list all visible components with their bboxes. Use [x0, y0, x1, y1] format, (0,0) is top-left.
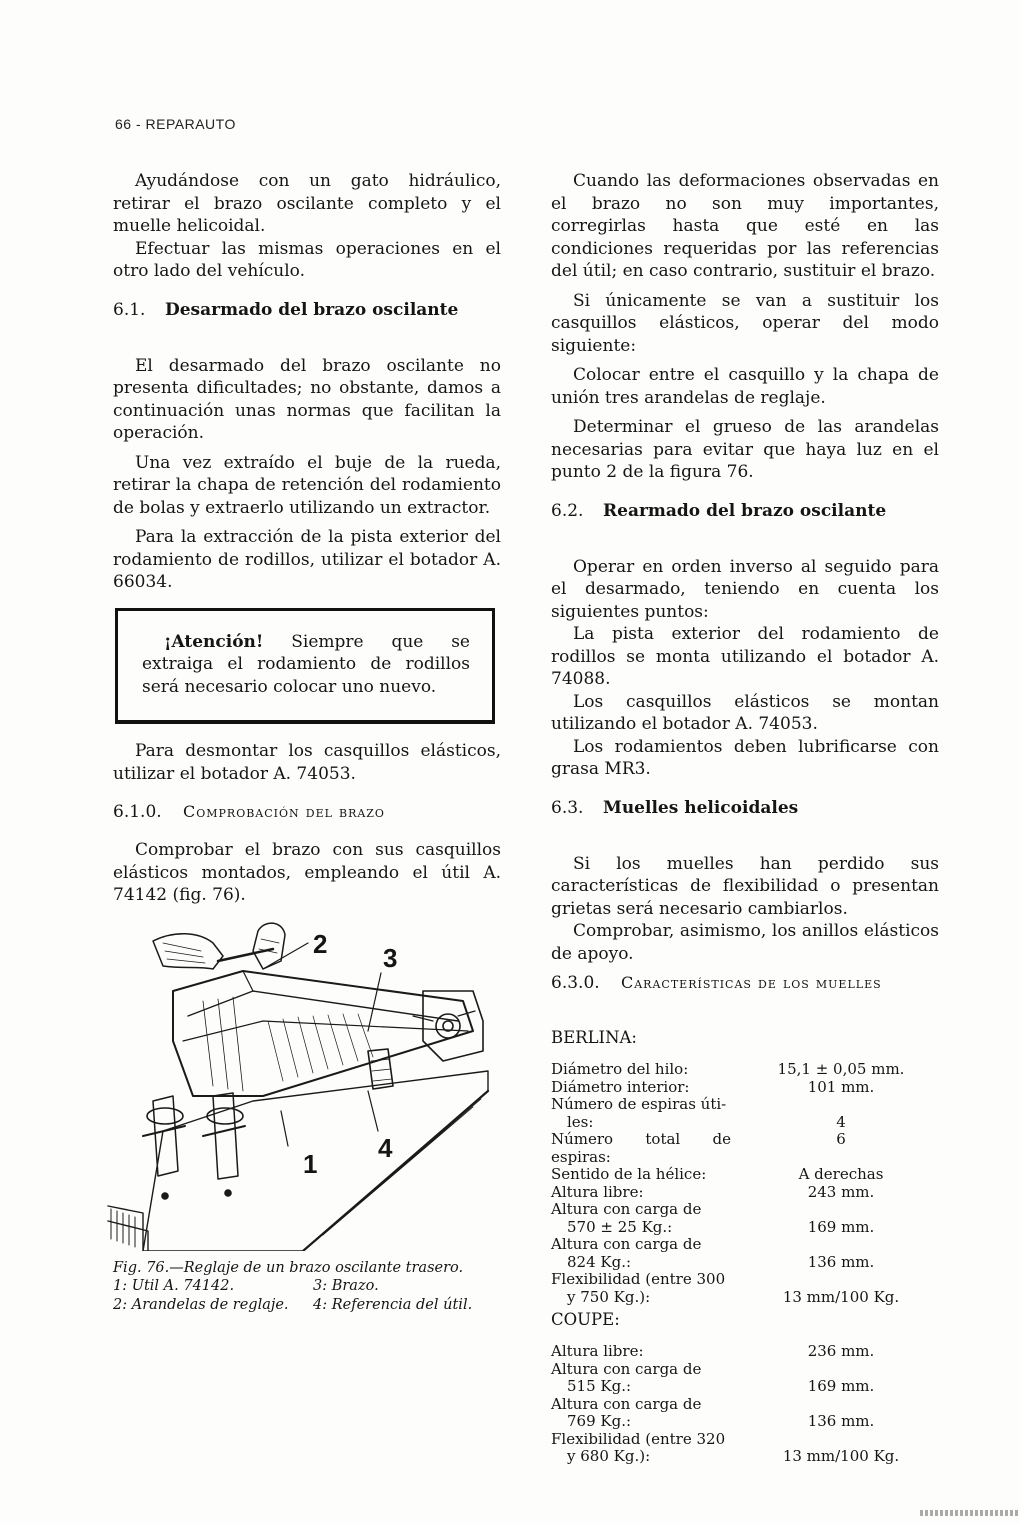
spec-row — [551, 1079, 939, 1097]
spec-label: Altura con carga de — [551, 1235, 702, 1253]
spec-label: Altura con carga de — [551, 1359, 702, 1378]
spec-value: 136 mm. — [807, 1252, 875, 1271]
spec-label: 570 ± 25 Kg.: — [567, 1217, 673, 1236]
spec-row — [551, 1289, 939, 1307]
spec-label: 769 Kg.: — [567, 1412, 632, 1430]
paragraph: Los rodamientos deben lubrificarse con grasa MR3. — [551, 736, 939, 779]
paragraph: Para desmontar los casquillos elásticos, utilizar el botador A. 74053. — [113, 741, 501, 784]
spec-row — [551, 1201, 939, 1219]
paragraph: Los casquillos elásticos se montan utilizando el botador A. 74053. — [551, 691, 939, 734]
figure-callout-1: 1 — [303, 1148, 318, 1179]
spec-value: 169 mm. — [807, 1377, 875, 1395]
spec-value: 136 mm. — [807, 1412, 875, 1430]
spec-value: 243 mm. — [807, 1182, 875, 1201]
paragraph: Si los muelles han perdido sus características de flexibilidad o presentan grietas será necesario cambiarlos. — [551, 853, 939, 919]
spec-row — [551, 1131, 939, 1166]
paragraph: Comprobar el brazo con sus casquillos elásticos montados, empleando el útil A. 74142 (fig. 76). — [113, 840, 501, 905]
subsection-heading — [113, 801, 501, 823]
spec-row — [551, 1114, 939, 1132]
spec-row — [551, 1061, 939, 1079]
paragraph: Comprobar, asimismo, los anillos elásticos de apoyo. — [551, 921, 939, 964]
spec-row — [551, 1096, 939, 1114]
scan-artifact — [920, 1510, 1020, 1516]
spec-row — [551, 1361, 939, 1379]
figure-callout-4: 4 — [378, 1132, 393, 1163]
spec-label: Sentido de la hélice: — [551, 1165, 707, 1183]
spec-label: les: — [567, 1112, 594, 1131]
paragraph: Ayudándose con un gato hidráulico, retirar el brazo oscilante completo y el muelle helicoidal. — [113, 171, 501, 236]
spec-row — [551, 1448, 939, 1466]
spec-value: 169 mm. — [807, 1217, 875, 1236]
caption-row — [113, 1296, 501, 1315]
spec-label: y 750 Kg.): — [567, 1287, 651, 1306]
spec-row — [551, 1431, 939, 1449]
figure-callout-2: 2 — [313, 928, 328, 959]
spec-label: Diámetro interior: — [551, 1077, 690, 1096]
section-title: Desarmado del brazo oscilante — [165, 299, 459, 320]
spec-label: y 680 Kg.): — [567, 1447, 651, 1465]
paragraph: Colocar entre el casquillo y la chapa de unión tres arandelas de reglaje. — [551, 365, 939, 408]
figure-callout-3: 3 — [383, 942, 398, 973]
page-header: 66 - REPARAUTO — [115, 116, 236, 132]
right-column — [551, 170, 939, 1466]
swing-arm-illustration — [103, 921, 493, 1251]
spec-value: 101 mm. — [807, 1077, 875, 1096]
section-heading — [551, 797, 939, 819]
spec-row — [551, 1343, 939, 1361]
spec-row — [551, 1271, 939, 1289]
subsection-number: 6.3.0. — [551, 973, 600, 993]
spec-label: Flexibilidad (entre 320 — [551, 1429, 726, 1448]
coupe-label: COUPE: — [551, 1310, 620, 1329]
spec-value: 6 — [836, 1130, 846, 1148]
berlina-spec-table — [551, 1061, 939, 1306]
paragraph: Si únicamente se van a sustituir los casquillos elásticos, operar del modo siguiente: — [551, 290, 939, 356]
spec-row — [551, 1236, 939, 1254]
spec-row — [551, 1413, 939, 1431]
figure-76 — [103, 921, 493, 1251]
paragraph: El desarmado del brazo oscilante no presenta dificultades; no obstante, damos a continuación unas normas que facilitan la operación. — [113, 355, 501, 443]
attention-label: ¡Atención! — [164, 631, 264, 652]
spec-label: Diámetro del hilo: — [551, 1060, 689, 1078]
spec-value: 15,1 ± 0,05 mm. — [777, 1060, 905, 1078]
section-title: Rearmado del brazo oscilante — [603, 500, 887, 521]
caption-row — [113, 1277, 501, 1296]
paragraph: Determinar el grueso de las arandelas necesarias para evitar que haya luz en el punto 2 de la figura 76. — [551, 417, 939, 482]
section-heading — [113, 299, 501, 321]
section-number: 6.1. — [113, 299, 146, 320]
section-number: 6.3. — [551, 797, 584, 818]
section-title: Muelles helicoidales — [603, 797, 799, 818]
subsection-heading — [551, 972, 939, 994]
paragraph: Operar en orden inverso al seguido para el desarmado, teniendo en cuenta los siguientes puntos: — [551, 556, 939, 622]
spec-row — [551, 1166, 939, 1184]
spec-row — [551, 1184, 939, 1202]
spec-label: Altura con carga de — [551, 1200, 702, 1218]
spec-label: Número total de espiras: — [551, 1130, 731, 1166]
legend-item: 1: Util A. 74142. — [113, 1278, 235, 1294]
spec-row — [551, 1254, 939, 1272]
attention-body: Siempre que se extraiga el rodamiento de rodillos será necesario colocar uno nuevo. — [142, 631, 470, 697]
left-column — [113, 170, 501, 1314]
spec-label: Número de espiras úti- — [551, 1095, 727, 1113]
section-number: 6.2. — [551, 500, 584, 521]
spec-label: Flexibilidad (entre 300 — [551, 1270, 726, 1288]
spec-row — [551, 1378, 939, 1396]
legend-item: 3: Brazo. — [313, 1278, 379, 1294]
legend-item: 4: Referencia del útil. — [313, 1296, 473, 1313]
spec-label: Altura libre: — [551, 1342, 644, 1360]
spec-row — [551, 1219, 939, 1237]
spec-value: A derechas — [798, 1165, 884, 1183]
paragraph: Una vez extraído el buje de la rueda, retirar la chapa de retención del rodamiento de bolas y extraerlo utilizando un extractor. — [113, 452, 501, 518]
spec-label: 824 Kg.: — [567, 1252, 632, 1271]
spec-value: 236 mm. — [807, 1342, 875, 1360]
spec-value: 13 mm/100 Kg. — [782, 1447, 900, 1465]
spec-row — [551, 1396, 939, 1414]
legend-item: 2: Arandelas de reglaje. — [113, 1296, 289, 1313]
berlina-label: BERLINA: — [551, 1028, 637, 1047]
figure-caption — [113, 1259, 501, 1315]
subsection-number: 6.1.0. — [113, 802, 162, 822]
attention-box — [115, 608, 495, 725]
paragraph: La pista exterior del rodamiento de rodillos se monta utilizando el botador A. 74088. — [551, 624, 939, 689]
subsection-title: Comprobación del brazo — [183, 802, 385, 821]
paragraph: Efectuar las mismas operaciones en el otro lado del vehículo. — [113, 238, 501, 281]
attention-text — [142, 631, 470, 699]
paragraph: Para la extracción de la pista exterior del rodamiento de rodillos, utilizar el botador A. 66034. — [113, 527, 501, 592]
coupe-spec-table — [551, 1343, 939, 1466]
spec-label: Altura con carga de — [551, 1394, 702, 1413]
spec-value: 13 mm/100 Kg. — [782, 1287, 900, 1306]
section-heading — [551, 500, 939, 522]
paragraph: Cuando las deformaciones observadas en el brazo no son muy importantes, corregirlas hasta que esté en las condiciones requeridas por las referencias del útil; en caso contrario, sustituir el brazo. — [551, 171, 939, 281]
subsection-title: Características de los muelles — [621, 973, 882, 992]
caption-title: Fig. 76.—Reglaje de un brazo oscilante trasero. — [113, 1259, 464, 1276]
spec-label: 515 Kg.: — [567, 1377, 632, 1395]
spec-value: 4 — [836, 1112, 846, 1131]
spec-label: Altura libre: — [551, 1182, 644, 1201]
